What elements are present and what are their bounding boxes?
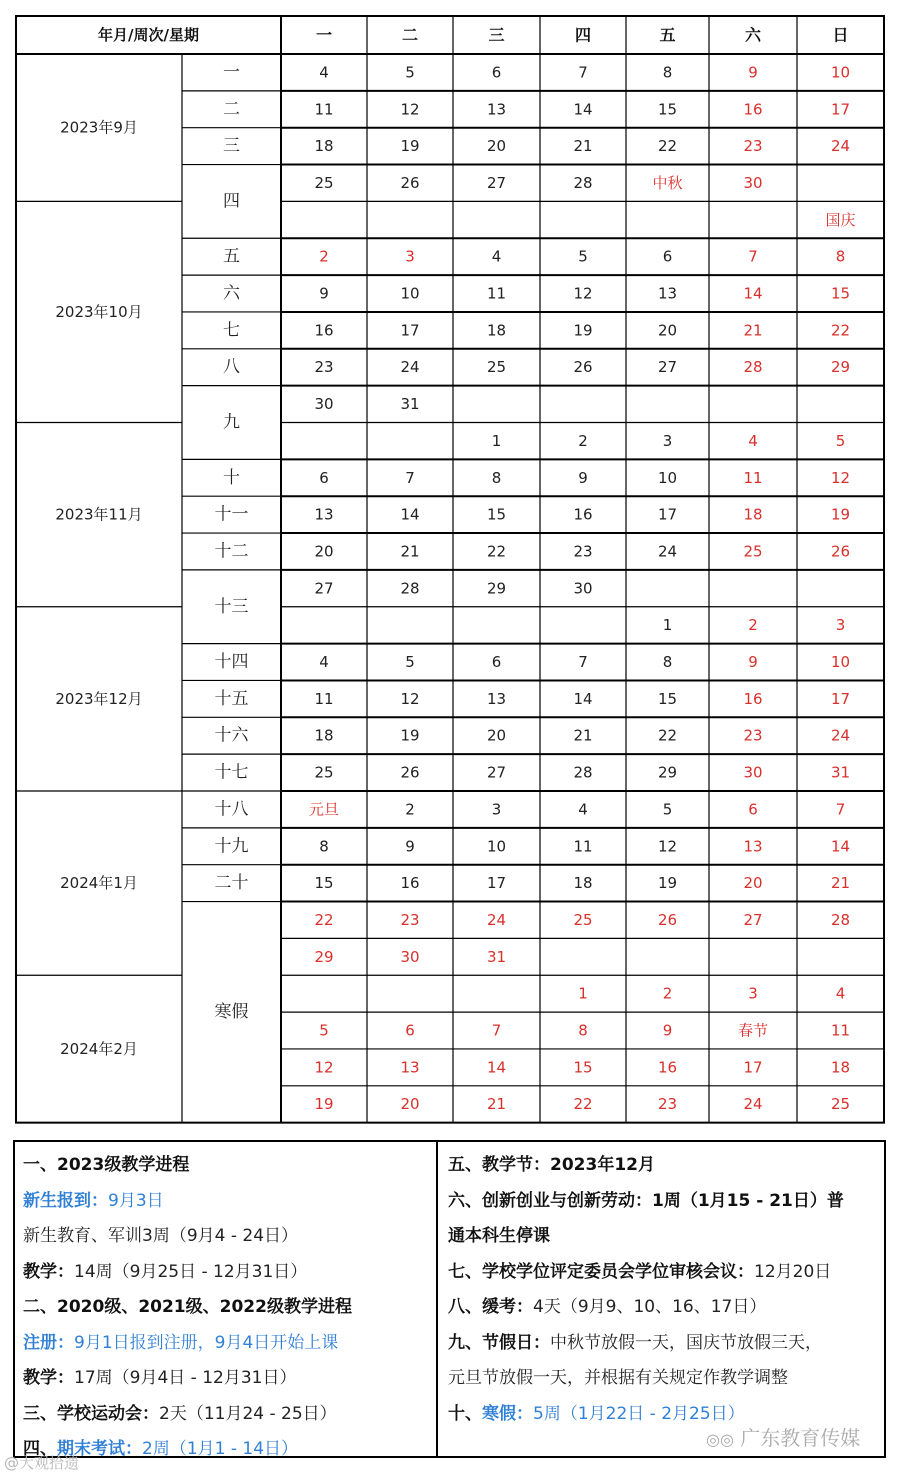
notes-right-column [438,1142,884,1456]
month-label: 2023年9月 [60,118,138,137]
month-label: 2023年10月 [55,302,143,321]
day-cell: 7 [748,247,758,266]
day-cell: 15 [657,100,678,119]
day-cell: 15 [657,689,678,708]
header-day-3: 三 [488,25,505,45]
header-day-5: 五 [659,25,676,45]
day-cell: 7 [578,653,588,672]
day-cell: 元旦 [308,800,340,819]
day-cell: 2 [748,616,758,635]
day-cell: 28 [830,910,851,929]
day-cell: 14 [743,284,763,303]
day-cell: 31 [830,763,851,782]
day-cell: 3 [491,800,502,819]
day-cell: 14 [573,689,593,708]
day-cell: 22 [573,1095,593,1114]
day-cell: 11 [314,689,334,708]
day-cell: 21 [573,137,593,156]
day-cell: 9 [748,63,758,82]
day-cell: 14 [400,505,420,524]
day-cell: 26 [830,542,851,561]
day-cell: 25 [743,542,763,561]
day-cell: 春节 [737,1021,769,1040]
day-cell: 25 [314,763,334,782]
week-label: 八 [223,357,240,378]
day-cell: 29 [657,763,678,782]
week-label: 十三 [214,596,249,617]
day-cell: 2 [405,800,415,819]
day-cell: 28 [400,579,420,598]
day-cell: 26 [400,173,420,192]
note-innovation-week: 六、创新创业与创新劳动：1周（1月15 - 21日）普 [448,1190,844,1211]
day-cell: 17 [400,321,420,340]
day-cell: 8 [835,247,846,266]
day-cell: 18 [573,874,593,893]
day-cell: 19 [657,874,678,893]
day-cell: 30 [743,763,763,782]
day-cell: 20 [743,874,763,893]
day-cell: 10 [830,63,851,82]
note-winter-break: 十、寒假：5周（1月22日 - 2月25日） [448,1403,745,1424]
day-cell: 4 [578,800,588,819]
day-cell: 30 [573,579,593,598]
day-cell: 26 [657,910,678,929]
note-final-exams: 四、期末考试：2周（1月1 - 14日） [23,1439,299,1459]
note-makeup-exam: 八、缓考：4天（9月9、10、16、17日） [448,1297,767,1317]
day-cell: 4 [319,653,329,672]
day-cell: 30 [314,395,334,414]
day-cell: 21 [486,1095,507,1114]
day-cell: 7 [405,468,415,487]
day-cell: 24 [657,542,678,561]
note-section-1-title: 一、2023级教学进程 [23,1155,190,1175]
day-cell: 23 [573,542,593,561]
day-cell: 20 [400,1095,420,1114]
day-cell: 22 [486,542,507,561]
note-holidays-cont: 元旦节放假一天，并根据有关规定作教学调整 [448,1368,788,1388]
day-cell: 17 [486,874,507,893]
week-label: 六 [223,283,240,304]
day-cell: 12 [400,100,420,119]
day-cell: 9 [662,1021,673,1040]
day-cell: 24 [400,358,420,377]
day-cell: 13 [400,1058,420,1077]
week-label: 一 [223,62,240,83]
day-cell: 11 [486,284,507,303]
day-cell: 7 [835,800,846,819]
day-cell: 6 [405,1021,415,1040]
day-cell: 13 [657,284,678,303]
day-cell: 18 [314,726,334,745]
day-cell: 12 [830,468,851,487]
day-cell: 21 [573,726,593,745]
day-cell: 7 [491,1021,502,1040]
day-cell: 27 [743,910,763,929]
day-cell: 29 [314,947,334,966]
day-cell: 17 [830,689,851,708]
day-cell: 13 [314,505,334,524]
day-cell: 13 [486,100,507,119]
day-cell: 23 [400,910,420,929]
day-cell: 8 [319,837,329,856]
day-cell: 15 [486,505,507,524]
day-cell: 20 [314,542,334,561]
month-label: 2023年11月 [55,505,143,524]
day-cell: 4 [491,247,502,266]
week-label: 十七 [214,762,249,783]
day-cell: 15 [314,874,334,893]
day-cell: 26 [400,763,420,782]
day-cell: 12 [400,689,420,708]
day-cell: 21 [830,874,851,893]
week-label: 十 [223,467,240,488]
day-cell: 6 [491,63,502,82]
day-cell: 12 [657,837,678,856]
day-cell: 19 [400,137,420,156]
day-cell: 8 [491,468,502,487]
day-cell: 1 [491,431,502,450]
day-cell: 19 [314,1095,334,1114]
week-label: 十六 [214,725,249,746]
day-cell: 3 [405,247,415,266]
day-cell: 中秋 [652,173,683,192]
day-cell: 15 [573,1058,593,1077]
day-cell: 4 [748,431,758,450]
day-cell: 21 [400,542,420,561]
day-cell: 20 [486,137,507,156]
day-cell: 11 [314,100,334,119]
day-cell: 16 [657,1058,678,1077]
wechat-icon: ◎◎ [706,1430,734,1449]
day-cell: 31 [400,395,420,414]
day-cell: 9 [405,837,415,856]
day-cell: 28 [743,358,763,377]
week-label: 寒假 [214,1002,249,1023]
note-teaching: 教学：17周（9月4日 - 12月31日） [23,1368,297,1388]
day-cell: 18 [743,505,763,524]
day-cell: 15 [830,284,851,303]
day-cell: 13 [743,837,763,856]
day-cell: 22 [314,910,334,929]
day-cell: 22 [657,137,678,156]
day-cell: 3 [835,616,846,635]
day-cell: 5 [405,653,415,672]
day-cell: 24 [830,726,851,745]
header-day-6: 六 [744,25,762,45]
day-cell: 5 [319,1021,329,1040]
day-cell: 8 [662,653,673,672]
day-cell: 28 [573,763,593,782]
day-cell: 17 [743,1058,763,1077]
week-label: 十八 [214,799,249,820]
day-cell: 30 [400,947,420,966]
day-cell: 17 [657,505,678,524]
day-cell: 5 [835,431,846,450]
day-cell: 6 [319,468,329,487]
month-label: 2024年1月 [60,874,138,893]
day-cell: 22 [657,726,678,745]
note-innovation-week-cont: 通本科生停课 [448,1226,550,1246]
day-cell: 12 [314,1058,334,1077]
day-cell: 7 [578,63,588,82]
day-cell: 28 [573,173,593,192]
note-freshman-training: 新生教育、军训3周（9月4 - 24日） [23,1226,299,1246]
week-label: 七 [223,320,240,341]
header-day-4: 四 [574,25,592,45]
day-cell: 13 [486,689,507,708]
day-cell: 29 [486,579,507,598]
watermark-main: ◎◎ 广东教育传媒 [706,1426,861,1450]
week-label: 十二 [214,541,249,562]
day-cell: 10 [486,837,507,856]
note-freshman-registration: 新生报到：9月3日 [23,1190,164,1211]
header-day-7: 日 [832,25,849,45]
day-cell: 27 [657,358,678,377]
day-cell: 18 [314,137,334,156]
day-cell: 17 [830,100,851,119]
day-cell: 29 [830,358,851,377]
day-cell: 1 [662,616,673,635]
notes-left-column [15,1142,438,1459]
day-cell: 10 [657,468,678,487]
week-label: 三 [223,136,240,157]
day-cell: 14 [573,100,593,119]
day-cell: 5 [578,247,588,266]
header-corner-label: 年月/周次/星期 [98,26,199,44]
day-cell: 25 [830,1095,851,1114]
day-cell: 3 [662,431,673,450]
day-cell: 8 [662,63,673,82]
day-cell: 30 [743,173,763,192]
day-cell: 11 [573,837,593,856]
day-cell: 24 [830,137,851,156]
day-cell: 23 [743,726,763,745]
notes-box [13,1140,886,1458]
day-cell: 5 [405,63,415,82]
day-cell: 27 [486,763,507,782]
header-day-1: 一 [315,25,333,45]
day-cell: 25 [314,173,334,192]
header-day-2: 二 [401,25,419,45]
day-cell: 4 [319,63,329,82]
note-degree-meeting: 七、学校学位评定委员会学位审核会议：12月20日 [448,1261,832,1282]
day-cell: 16 [743,100,763,119]
week-label: 十一 [214,504,249,525]
week-label: 二十 [214,873,249,894]
day-cell: 6 [748,800,758,819]
day-cell: 18 [830,1058,851,1077]
week-label: 二 [223,99,240,120]
day-cell: 23 [314,358,334,377]
day-cell: 19 [573,321,593,340]
day-cell: 19 [400,726,420,745]
day-cell: 2 [662,984,673,1003]
day-cell: 11 [743,468,763,487]
day-cell: 24 [486,910,507,929]
day-cell: 8 [578,1021,588,1040]
day-cell: 31 [486,947,507,966]
note-sports-meet: 三、学校运动会：2天（11月24 - 25日） [23,1403,337,1424]
day-cell: 21 [743,321,763,340]
day-cell: 5 [662,800,673,819]
day-cell: 18 [486,321,507,340]
day-cell: 国庆 [825,210,856,229]
day-cell: 10 [830,653,851,672]
week-label: 十五 [214,688,249,709]
day-cell: 19 [830,505,851,524]
week-label: 九 [223,412,240,433]
day-cell: 9 [319,284,329,303]
day-cell: 26 [573,358,593,377]
day-cell: 27 [486,173,507,192]
day-cell: 27 [314,579,334,598]
day-cell: 12 [573,284,593,303]
day-cell: 23 [657,1095,678,1114]
watermark-corner: @大观拾遗 [4,1454,80,1472]
week-label: 十九 [214,836,249,857]
day-cell: 14 [830,837,851,856]
day-cell: 16 [400,874,420,893]
day-cell: 9 [578,468,588,487]
month-label: 2024年2月 [60,1039,138,1058]
week-label: 五 [223,246,240,267]
day-cell: 11 [830,1021,851,1040]
week-label: 十四 [214,652,249,673]
day-cell: 23 [743,137,763,156]
day-cell: 20 [486,726,507,745]
note-registration: 注册：9月1日报到注册，9月4日开始上课 [23,1332,339,1353]
note-section-2-title: 二、2020级、2021级、2022级教学进程 [23,1297,352,1317]
day-cell: 2 [578,431,588,450]
month-label: 2023年12月 [55,689,143,708]
note-teaching-festival: 五、教学节：2023年12月 [448,1155,655,1175]
day-cell: 2 [319,247,329,266]
day-cell: 20 [657,321,678,340]
day-cell: 25 [486,358,507,377]
day-cell: 6 [662,247,673,266]
day-cell: 1 [578,984,588,1003]
note-holidays: 九、节假日：中秋节放假一天，国庆节放假三天， [448,1332,822,1353]
day-cell: 16 [743,689,763,708]
day-cell: 25 [573,910,593,929]
day-cell: 16 [314,321,334,340]
day-cell: 9 [748,653,758,672]
week-label: 四 [223,191,240,212]
day-cell: 3 [748,984,758,1003]
note-freshman-teaching: 教学：14周（9月25日 - 12月31日） [23,1261,308,1282]
day-cell: 4 [835,984,846,1003]
day-cell: 6 [491,653,502,672]
day-cell: 14 [486,1058,507,1077]
day-cell: 22 [830,321,851,340]
day-cell: 10 [400,284,420,303]
day-cell: 24 [743,1095,763,1114]
day-cell: 16 [573,505,593,524]
